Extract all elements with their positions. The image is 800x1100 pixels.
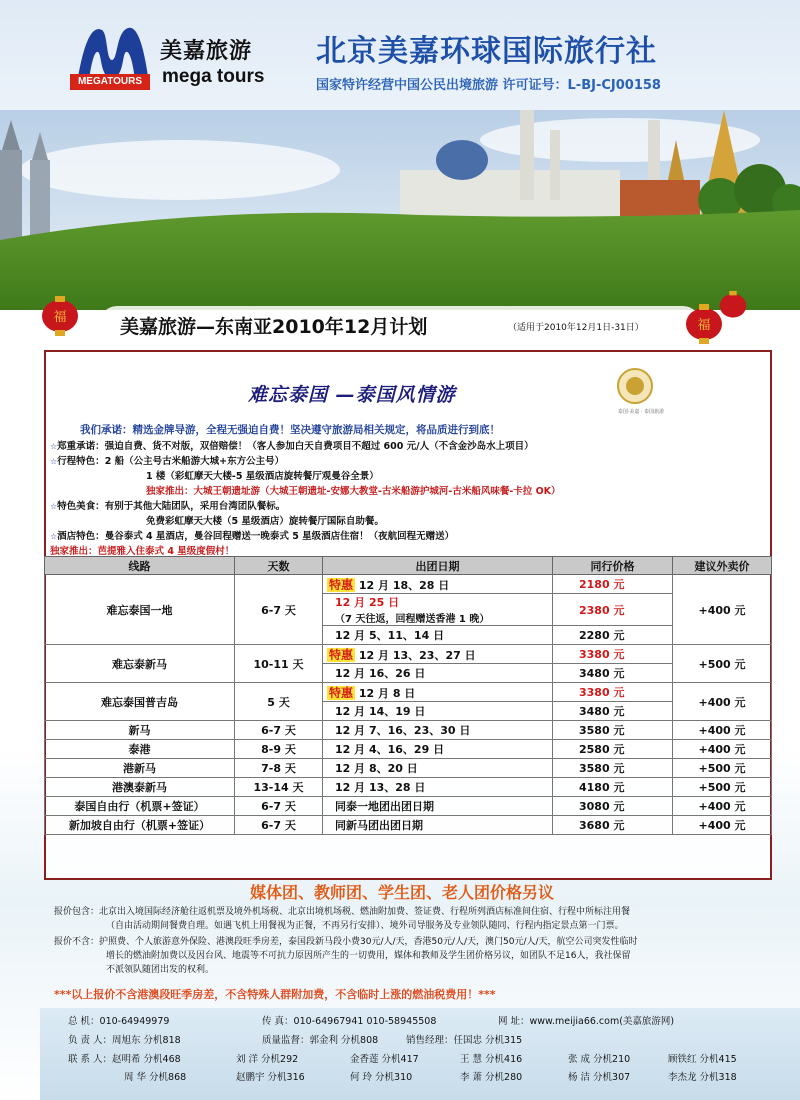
suggested-price-cell: +400 元 <box>673 816 772 835</box>
table-row <box>45 797 772 816</box>
contact-person-8: 赵鹏宇 分机316 <box>236 1072 305 1083</box>
price-includes-line-2: （自由活动期间餐费自理。如遇飞机上用餐视为正餐，不再另行安排）、境外司导服务及专业领队随同、行程内指定景点第一门票。 <box>106 921 624 931</box>
days-cell: 10-11 天 <box>235 645 323 683</box>
feature-text: 独家推出：大城王朝遗址游（大城王朝遗址-安娜大教堂-古米船游护城河-古米船风味餐-卡拉 OK） <box>146 486 561 497</box>
feature-text: 2 船（公主号古米船游大城+东方公主号） <box>104 456 285 467</box>
date-text: 12 月 14、19 日 <box>335 705 426 718</box>
logo-badge: MEGATOURS <box>70 74 150 90</box>
contact-main-phone: 总 机：010-64949979 <box>68 1016 170 1027</box>
price-includes-line-1: 报价包含：北京出入境国际经济舱往返机票及境外机场税、北京出境机场税、燃油附加费、签证费、行程所列酒店标准间住宿、行程中所标注用餐 <box>54 907 631 917</box>
date-text: 12 月 7、16、23、30 日 <box>335 724 471 737</box>
contact-quality: 质量监督：郭金利 分机808 <box>262 1035 379 1046</box>
contact-manager: 负 责 人：周旭东 分机818 <box>68 1035 181 1046</box>
seal-caption: 泰国·美嘉 · 泰国旅游 <box>617 409 665 415</box>
feature-line <box>50 453 284 467</box>
days-cell: 8-9 天 <box>235 740 323 759</box>
feature-text: 芭提雅入住泰式 4 星级度假村！ <box>97 546 235 557</box>
scenery-illustration <box>0 110 800 310</box>
special-offer-badge: 特惠 <box>329 577 354 592</box>
tour-title: 难忘泰国 —泰国风情游 <box>248 384 456 406</box>
contact-person-9: 何 玲 分机310 <box>350 1072 413 1083</box>
suggested-price-cell: +500 元 <box>673 645 772 683</box>
header-suggest: 建议外卖价 <box>673 557 772 575</box>
date-cell <box>323 759 553 778</box>
header <box>0 0 800 110</box>
plan-title: 美嘉旅游—东南亚2010年12月计划 <box>120 316 428 338</box>
route-cell: 港新马 <box>45 759 235 778</box>
date-text: 12 月 13、28 日 <box>335 781 426 794</box>
table-row <box>45 645 772 664</box>
date-text: 12 月 8、20 日 <box>335 762 418 775</box>
days-cell: 6-7 天 <box>235 721 323 740</box>
price-cell: 3580 元 <box>553 759 673 778</box>
price-cell: 3680 元 <box>553 816 673 835</box>
table-row <box>45 816 772 835</box>
days-cell: 6-7 天 <box>235 575 323 645</box>
days-cell: 13-14 天 <box>235 778 323 797</box>
feature-key: 行程特色： <box>57 456 105 467</box>
days-cell: 5 天 <box>235 683 323 721</box>
contact-person-2: 刘 洋 分机292 <box>236 1054 299 1065</box>
date-cell <box>323 778 553 797</box>
price-excludes-line-2: 增长的燃油附加费以及因台风、地震等不可抗力原因所产生的一切费用，媒体和教师及学生团价格另议，如团队不足16人，我社保留 <box>106 951 631 961</box>
price-excludes-line-3: 不派领队随团出发的权利。 <box>106 965 215 975</box>
route-cell: 港澳泰新马 <box>45 778 235 797</box>
lantern-small-icon <box>718 288 748 322</box>
route-cell: 新马 <box>45 721 235 740</box>
date-text: 12 月 13、23、27 日 <box>358 648 476 662</box>
price-cell: 2280 元 <box>553 626 673 645</box>
special-offer-badge: 特惠 <box>329 647 354 662</box>
contact-person-4: 王 慧 分机416 <box>460 1054 523 1065</box>
date-text: 同新马团出团日期 <box>335 819 423 832</box>
agency-title: 北京美嘉环球国际旅行社 <box>316 34 657 69</box>
contact-person-11: 杨 洁 分机307 <box>568 1072 631 1083</box>
date-cell <box>323 575 553 594</box>
date-text: 12 月 18、28 日 <box>358 578 450 592</box>
star-bullet-icon: ☆ <box>50 457 58 466</box>
group-pricing-note: 媒体团、教师团、学生团、老人团价格另议 <box>250 883 555 902</box>
route-cell: 泰国自由行（机票+签证） <box>45 797 235 816</box>
header-dates: 出团日期 <box>323 557 553 575</box>
lantern-char-left: 福 <box>53 310 67 325</box>
thai-seal-icon <box>612 366 658 406</box>
suggested-price-cell: +500 元 <box>673 759 772 778</box>
date-text: 12 月 16、26 日 <box>335 667 426 680</box>
price-cell: 4180 元 <box>553 778 673 797</box>
license-info: 国家特许经营中国公民出境旅游 许可证号：L-BJ-CJ00158 <box>316 78 661 93</box>
days-cell: 6-7 天 <box>235 797 323 816</box>
contact-fax: 传 真：010-64967941 010-58945508 <box>262 1016 437 1027</box>
header-days: 天数 <box>235 557 323 575</box>
price-cell: 3380 元 <box>553 683 673 702</box>
table-row <box>45 740 772 759</box>
contact-person-5: 张 成 分机210 <box>568 1054 631 1065</box>
table-row <box>45 759 772 778</box>
date-cell <box>323 797 553 816</box>
feature-line <box>146 483 561 497</box>
table-row <box>45 575 772 594</box>
date-cell <box>323 721 553 740</box>
date-cell <box>323 645 553 664</box>
date-cell <box>323 664 553 683</box>
feature-text: 免费彩虹摩天大楼（5 星级酒店）旋转餐厅国际自助餐。 <box>146 516 384 527</box>
header-price: 同行价格 <box>553 557 673 575</box>
price-cell: 2580 元 <box>553 740 673 759</box>
suggested-price-cell: +500 元 <box>673 778 772 797</box>
contact-person-1: 联 系 人：赵明希 分机468 <box>68 1054 181 1065</box>
price-cell: 2380 元 <box>553 594 673 626</box>
date-cell <box>323 740 553 759</box>
contact-person-3: 金香莲 分机417 <box>350 1054 419 1065</box>
date-cell <box>323 594 553 626</box>
feature-line <box>146 468 379 482</box>
plan-validity-note: （适用于2010年12月1日-31日） <box>508 323 644 333</box>
price-excludes-line-1: 报价不含：护照费、个人旅游意外保险、港澳段旺季房差，泰国段新马段小费30元/人/天，香港50元/人/天，澳门50元/人/天，航空公司突发性临时 <box>54 937 638 947</box>
table-row <box>45 778 772 797</box>
feature-text: 曼谷泰式 4 星酒店，曼谷回程赠送一晚泰式 5 星级酒店住宿！（夜航回程无赠送） <box>104 531 455 542</box>
feature-text: 1 楼（彩虹摩天大楼-5 星级酒店旋转餐厅观曼谷全景） <box>146 471 379 482</box>
lantern-left-icon <box>40 292 80 338</box>
date-cell <box>323 702 553 721</box>
feature-key: 特色美食： <box>57 501 105 512</box>
star-bullet-icon: ☆ <box>50 532 58 541</box>
feature-line <box>50 498 285 512</box>
suggested-price-cell: +400 元 <box>673 575 772 645</box>
date-note: （7 天往返，回程赠送香港 1 晚） <box>335 614 490 625</box>
feature-key: 酒店特色： <box>57 531 105 542</box>
contact-sales: 销售经理：任国忠 分机315 <box>406 1035 523 1046</box>
price-cell: 3080 元 <box>553 797 673 816</box>
route-cell: 难忘泰新马 <box>45 645 235 683</box>
brand-name-en: mega tours <box>162 66 265 87</box>
star-bullet-icon: ☆ <box>50 442 58 451</box>
price-cell: 3580 元 <box>553 721 673 740</box>
brand-name-cn: 美嘉旅游 <box>160 38 253 64</box>
date-text: 同泰一地团出团日期 <box>335 800 434 813</box>
feature-text: 强迫自费、货不对版，双倍赔偿！（客人参加白天自费项目不超过 600 元/人（不含金沙岛水上项目） <box>104 441 534 452</box>
suggested-price-cell: +400 元 <box>673 740 772 759</box>
contact-website[interactable]: 网 址：www.meijia66.com(美嘉旅游网) <box>498 1016 675 1027</box>
date-text: 12 月 25 日 <box>335 596 400 609</box>
suggested-price-cell: +400 元 <box>673 721 772 740</box>
price-warning: ***以上报价不含港澳段旺季房差，不含特殊人群附加费，不含临时上涨的燃油税费用！*** <box>54 988 496 1001</box>
feature-line <box>146 513 384 527</box>
route-cell: 泰港 <box>45 740 235 759</box>
price-cell: 3480 元 <box>553 664 673 683</box>
date-cell <box>323 816 553 835</box>
price-table <box>44 556 772 835</box>
feature-line <box>50 528 454 542</box>
date-cell <box>323 683 553 702</box>
feature-key: 郑重承诺： <box>57 441 105 452</box>
contact-person-7: 周 华 分机868 <box>124 1072 187 1083</box>
feature-text: 有别于其他大陆团队，采用台湾团队餐标。 <box>104 501 286 512</box>
contact-person-10: 李 萧 分机280 <box>460 1072 523 1083</box>
date-cell <box>323 626 553 645</box>
header-route: 线路 <box>45 557 235 575</box>
price-cell: 3480 元 <box>553 702 673 721</box>
price-table-body <box>45 575 772 835</box>
feature-line <box>50 543 234 557</box>
table-header-row <box>45 557 772 575</box>
route-cell: 新加坡自由行（机票+签证） <box>45 816 235 835</box>
suggested-price-cell: +400 元 <box>673 683 772 721</box>
contact-person-6: 顾铁红 分机415 <box>668 1054 737 1065</box>
table-row <box>45 721 772 740</box>
special-offer-badge: 特惠 <box>329 685 354 700</box>
price-cell: 2180 元 <box>553 575 673 594</box>
date-text: 12 月 5、11、14 日 <box>335 629 445 642</box>
lantern-char-right: 福 <box>697 318 711 333</box>
date-text: 12 月 8 日 <box>358 686 416 700</box>
suggested-price-cell: +400 元 <box>673 797 772 816</box>
price-cell: 3380 元 <box>553 645 673 664</box>
feature-key: 独家推出： <box>50 546 98 557</box>
contact-person-12: 李杰龙 分机318 <box>668 1072 737 1083</box>
days-cell: 7-8 天 <box>235 759 323 778</box>
route-cell: 难忘泰国一地 <box>45 575 235 645</box>
star-bullet-icon: ☆ <box>50 502 58 511</box>
feature-line <box>50 438 534 452</box>
promise-statement: 我们承诺：精选金牌导游，全程无强迫自费！坚决遵守旅游局相关规定，将品质进行到底！ <box>80 424 500 436</box>
route-cell: 难忘泰国普吉岛 <box>45 683 235 721</box>
days-cell: 6-7 天 <box>235 816 323 835</box>
table-row <box>45 683 772 702</box>
date-text: 12 月 4、16、29 日 <box>335 743 445 756</box>
